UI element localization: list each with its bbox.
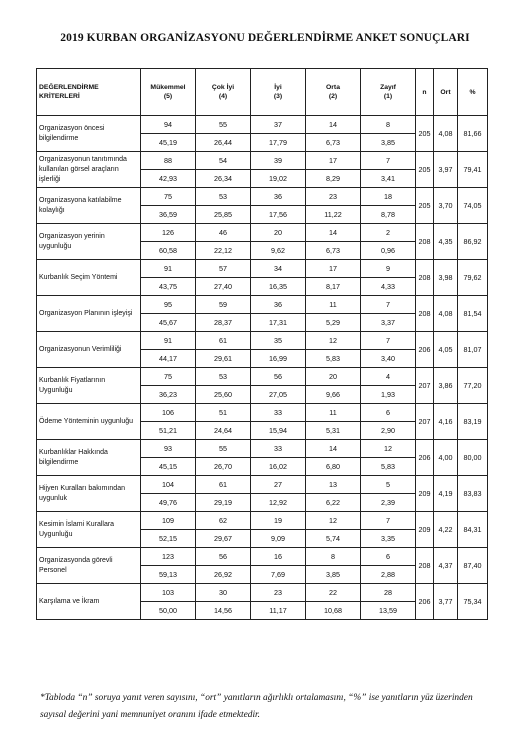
count-cell: 23 xyxy=(306,188,361,206)
footnote: *Tabloda “n” soruya yanıt veren sayısını, “ort” yanıtların ağırlıklı ortalamasını, “%” ise yanıtların yüz üzerinden sayısal değerini yani memnuniyet oranını ifade etmektedir. xyxy=(40,693,473,720)
table-row xyxy=(37,152,488,170)
percent-share-cell: 3,37 xyxy=(361,314,416,332)
percent-share-cell: 15,94 xyxy=(251,422,306,440)
ort-cell: 3,77 xyxy=(434,584,458,620)
percent-cell: 74,05 xyxy=(458,188,488,224)
count-cell: 12 xyxy=(306,512,361,530)
percent-share-cell: 3,85 xyxy=(306,566,361,584)
count-cell: 7 xyxy=(361,152,416,170)
percent-share-cell: 5,31 xyxy=(306,422,361,440)
n-cell: 209 xyxy=(416,512,434,548)
percent-share-cell: 16,35 xyxy=(251,278,306,296)
percent-cell: 84,31 xyxy=(458,512,488,548)
percent-cell: 79,62 xyxy=(458,260,488,296)
percent-share-cell: 13,59 xyxy=(361,602,416,620)
ort-cell: 3,70 xyxy=(434,188,458,224)
level-score: (5) xyxy=(163,93,173,100)
percent-share-cell: 8,29 xyxy=(306,170,361,188)
ort-cell: 3,86 xyxy=(434,368,458,404)
count-cell: 126 xyxy=(141,224,196,242)
level-header-very-good xyxy=(196,69,251,116)
ort-cell: 4,37 xyxy=(434,548,458,584)
ort-cell: 4,00 xyxy=(434,440,458,476)
level-header-average xyxy=(306,69,361,116)
count-cell: 17 xyxy=(306,152,361,170)
percent-share-cell: 36,59 xyxy=(141,206,196,224)
percent-share-cell: 6,73 xyxy=(306,242,361,260)
percent-share-cell: 3,40 xyxy=(361,350,416,368)
percent-share-cell: 27,40 xyxy=(196,278,251,296)
percent-share-cell: 25,60 xyxy=(196,386,251,404)
percent-share-cell: 19,02 xyxy=(251,170,306,188)
n-header: n xyxy=(416,69,434,116)
table-header-row xyxy=(37,69,488,116)
percent-share-cell: 17,56 xyxy=(251,206,306,224)
percent-share-cell: 26,70 xyxy=(196,458,251,476)
criterion-cell: Kurbanlık Fiyatlarının Uygunluğu xyxy=(37,368,141,404)
ort-cell: 4,08 xyxy=(434,116,458,152)
n-cell: 206 xyxy=(416,440,434,476)
count-cell: 103 xyxy=(141,584,196,602)
n-cell: 207 xyxy=(416,368,434,404)
ort-cell: 4,19 xyxy=(434,476,458,512)
count-cell: 22 xyxy=(306,584,361,602)
criteria-header-line1: DEĞERLENDİRME xyxy=(39,84,99,91)
level-label: Mükemmel xyxy=(150,84,186,91)
n-cell: 209 xyxy=(416,476,434,512)
criterion-cell: Organizasyona katılabilme kolaylığı xyxy=(37,188,141,224)
count-cell: 109 xyxy=(141,512,196,530)
percent-share-cell: 9,66 xyxy=(306,386,361,404)
count-cell: 7 xyxy=(361,332,416,350)
percent-share-cell: 9,62 xyxy=(251,242,306,260)
percent-share-cell: 49,76 xyxy=(141,494,196,512)
percent-cell: 81,54 xyxy=(458,296,488,332)
count-cell: 14 xyxy=(306,440,361,458)
percent-share-cell: 42,93 xyxy=(141,170,196,188)
count-cell: 17 xyxy=(306,260,361,278)
criterion-cell: Karşılama ve İkram xyxy=(37,584,141,620)
percent-share-cell: 2,90 xyxy=(361,422,416,440)
percent-share-cell: 10,68 xyxy=(306,602,361,620)
count-cell: 106 xyxy=(141,404,196,422)
n-cell: 208 xyxy=(416,296,434,332)
level-header-good xyxy=(251,69,306,116)
count-cell: 91 xyxy=(141,332,196,350)
percent-cell: 75,34 xyxy=(458,584,488,620)
count-cell: 56 xyxy=(251,368,306,386)
count-cell: 53 xyxy=(196,188,251,206)
count-cell: 16 xyxy=(251,548,306,566)
survey-results-table xyxy=(36,68,488,620)
percent-share-cell: 16,02 xyxy=(251,458,306,476)
ort-cell: 4,22 xyxy=(434,512,458,548)
count-cell: 93 xyxy=(141,440,196,458)
percent-share-cell: 17,31 xyxy=(251,314,306,332)
criteria-header xyxy=(37,69,141,116)
count-cell: 57 xyxy=(196,260,251,278)
percent-share-cell: 29,19 xyxy=(196,494,251,512)
ort-cell: 4,16 xyxy=(434,404,458,440)
count-cell: 6 xyxy=(361,404,416,422)
percent-share-cell: 2,88 xyxy=(361,566,416,584)
percent-share-cell: 5,83 xyxy=(306,350,361,368)
table-row xyxy=(37,440,488,458)
ort-cell: 4,35 xyxy=(434,224,458,260)
count-cell: 56 xyxy=(196,548,251,566)
count-cell: 20 xyxy=(306,368,361,386)
count-cell: 8 xyxy=(306,548,361,566)
n-cell: 208 xyxy=(416,224,434,260)
count-cell: 19 xyxy=(251,512,306,530)
count-cell: 12 xyxy=(306,332,361,350)
ort-header: Ort xyxy=(434,69,458,116)
n-cell: 205 xyxy=(416,152,434,188)
count-cell: 23 xyxy=(251,584,306,602)
count-cell: 46 xyxy=(196,224,251,242)
ort-cell: 3,98 xyxy=(434,260,458,296)
criteria-header-line2: KRİTERLERİ xyxy=(39,93,80,100)
percent-share-cell: 29,61 xyxy=(196,350,251,368)
ort-cell: 4,08 xyxy=(434,296,458,332)
percent-header: % xyxy=(458,69,488,116)
level-score: (4) xyxy=(218,93,228,100)
count-cell: 54 xyxy=(196,152,251,170)
count-cell: 14 xyxy=(306,224,361,242)
table-row xyxy=(37,332,488,350)
percent-cell: 81,66 xyxy=(458,116,488,152)
count-cell: 88 xyxy=(141,152,196,170)
count-cell: 91 xyxy=(141,260,196,278)
percent-share-cell: 25,85 xyxy=(196,206,251,224)
count-cell: 18 xyxy=(361,188,416,206)
count-cell: 4 xyxy=(361,368,416,386)
criterion-cell: Ödeme Yönteminin uygunluğu xyxy=(37,404,141,440)
table-row xyxy=(37,188,488,206)
table-row xyxy=(37,512,488,530)
count-cell: 37 xyxy=(251,116,306,134)
count-cell: 5 xyxy=(361,476,416,494)
count-cell: 2 xyxy=(361,224,416,242)
count-cell: 123 xyxy=(141,548,196,566)
percent-share-cell: 29,67 xyxy=(196,530,251,548)
count-cell: 59 xyxy=(196,296,251,314)
level-header-weak xyxy=(361,69,416,116)
level-score: (1) xyxy=(383,93,393,100)
percent-share-cell: 51,21 xyxy=(141,422,196,440)
ort-cell: 4,05 xyxy=(434,332,458,368)
level-label: Orta xyxy=(326,84,340,91)
table-row xyxy=(37,404,488,422)
count-cell: 28 xyxy=(361,584,416,602)
count-cell: 95 xyxy=(141,296,196,314)
level-score: (2) xyxy=(328,93,338,100)
count-cell: 7 xyxy=(361,296,416,314)
count-cell: 11 xyxy=(306,404,361,422)
count-cell: 35 xyxy=(251,332,306,350)
count-cell: 53 xyxy=(196,368,251,386)
percent-share-cell: 44,17 xyxy=(141,350,196,368)
percent-share-cell: 43,75 xyxy=(141,278,196,296)
percent-share-cell: 5,83 xyxy=(361,458,416,476)
percent-share-cell: 27,05 xyxy=(251,386,306,404)
criterion-cell: Kesimin İslami Kurallara Uygunluğu xyxy=(37,512,141,548)
count-cell: 94 xyxy=(141,116,196,134)
count-cell: 104 xyxy=(141,476,196,494)
percent-share-cell: 14,56 xyxy=(196,602,251,620)
criterion-cell: Kurbanlıklar Hakkında bilgilendirme xyxy=(37,440,141,476)
percent-share-cell: 45,67 xyxy=(141,314,196,332)
table-row xyxy=(37,476,488,494)
percent-cell: 81,07 xyxy=(458,332,488,368)
criterion-cell: Organizasyonda görevli Personel xyxy=(37,548,141,584)
percent-cell: 87,40 xyxy=(458,548,488,584)
table-row xyxy=(37,368,488,386)
count-cell: 55 xyxy=(196,440,251,458)
count-cell: 11 xyxy=(306,296,361,314)
count-cell: 61 xyxy=(196,476,251,494)
percent-share-cell: 17,79 xyxy=(251,134,306,152)
table-row xyxy=(37,224,488,242)
level-label: İyi xyxy=(274,84,282,91)
percent-share-cell: 52,15 xyxy=(141,530,196,548)
percent-share-cell: 26,92 xyxy=(196,566,251,584)
percent-share-cell: 59,13 xyxy=(141,566,196,584)
criterion-cell: Hijyen Kuralları bakımından uygunluk xyxy=(37,476,141,512)
percent-share-cell: 4,33 xyxy=(361,278,416,296)
count-cell: 30 xyxy=(196,584,251,602)
count-cell: 36 xyxy=(251,188,306,206)
percent-share-cell: 26,34 xyxy=(196,170,251,188)
percent-cell: 86,92 xyxy=(458,224,488,260)
criterion-cell: Organizasyon öncesi bilgilendirme xyxy=(37,116,141,152)
percent-cell: 77,20 xyxy=(458,368,488,404)
ort-cell: 3,97 xyxy=(434,152,458,188)
percent-cell: 79,41 xyxy=(458,152,488,188)
count-cell: 13 xyxy=(306,476,361,494)
percent-share-cell: 28,37 xyxy=(196,314,251,332)
page-title: 2019 KURBAN ORGANİZASYONU DEĞERLENDİRME ANKET SONUÇLARI xyxy=(60,32,470,44)
count-cell: 36 xyxy=(251,296,306,314)
percent-share-cell: 9,09 xyxy=(251,530,306,548)
criterion-cell: Organizasyon yerinin uygunluğu xyxy=(37,224,141,260)
percent-share-cell: 24,64 xyxy=(196,422,251,440)
percent-share-cell: 8,17 xyxy=(306,278,361,296)
count-cell: 34 xyxy=(251,260,306,278)
count-cell: 61 xyxy=(196,332,251,350)
table-row xyxy=(37,116,488,134)
percent-share-cell: 0,96 xyxy=(361,242,416,260)
table-row xyxy=(37,260,488,278)
count-cell: 62 xyxy=(196,512,251,530)
percent-share-cell: 3,35 xyxy=(361,530,416,548)
percent-share-cell: 1,93 xyxy=(361,386,416,404)
percent-share-cell: 11,22 xyxy=(306,206,361,224)
percent-share-cell: 6,80 xyxy=(306,458,361,476)
percent-share-cell: 3,41 xyxy=(361,170,416,188)
n-cell: 206 xyxy=(416,584,434,620)
table-row xyxy=(37,584,488,602)
table-row xyxy=(37,548,488,566)
n-cell: 205 xyxy=(416,116,434,152)
count-cell: 6 xyxy=(361,548,416,566)
percent-share-cell: 8,78 xyxy=(361,206,416,224)
n-cell: 207 xyxy=(416,404,434,440)
count-cell: 7 xyxy=(361,512,416,530)
criterion-cell: Organizasyon Planının işleyişi xyxy=(37,296,141,332)
percent-share-cell: 6,73 xyxy=(306,134,361,152)
count-cell: 75 xyxy=(141,368,196,386)
percent-share-cell: 45,19 xyxy=(141,134,196,152)
count-cell: 75 xyxy=(141,188,196,206)
percent-share-cell: 3,85 xyxy=(361,134,416,152)
n-cell: 206 xyxy=(416,332,434,368)
percent-share-cell: 7,69 xyxy=(251,566,306,584)
count-cell: 33 xyxy=(251,440,306,458)
percent-cell: 83,19 xyxy=(458,404,488,440)
n-cell: 208 xyxy=(416,260,434,296)
percent-share-cell: 45,15 xyxy=(141,458,196,476)
count-cell: 27 xyxy=(251,476,306,494)
count-cell: 9 xyxy=(361,260,416,278)
count-cell: 14 xyxy=(306,116,361,134)
criterion-cell: Organizasyonun Verimliliği xyxy=(37,332,141,368)
n-cell: 208 xyxy=(416,548,434,584)
percent-share-cell: 16,99 xyxy=(251,350,306,368)
percent-share-cell: 5,74 xyxy=(306,530,361,548)
n-cell: 205 xyxy=(416,188,434,224)
percent-share-cell: 50,00 xyxy=(141,602,196,620)
count-cell: 55 xyxy=(196,116,251,134)
level-label: Zayıf xyxy=(380,84,396,91)
percent-cell: 80,00 xyxy=(458,440,488,476)
percent-share-cell: 5,29 xyxy=(306,314,361,332)
count-cell: 39 xyxy=(251,152,306,170)
level-label: Çok İyi xyxy=(211,84,235,91)
percent-share-cell: 36,23 xyxy=(141,386,196,404)
level-score: (3) xyxy=(273,93,283,100)
percent-share-cell: 60,58 xyxy=(141,242,196,260)
percent-share-cell: 12,92 xyxy=(251,494,306,512)
percent-share-cell: 22,12 xyxy=(196,242,251,260)
percent-share-cell: 26,44 xyxy=(196,134,251,152)
table-row xyxy=(37,296,488,314)
percent-share-cell: 11,17 xyxy=(251,602,306,620)
count-cell: 20 xyxy=(251,224,306,242)
level-header-excellent xyxy=(141,69,196,116)
count-cell: 8 xyxy=(361,116,416,134)
percent-cell: 83,83 xyxy=(458,476,488,512)
criterion-cell: Kurbanlık Seçim Yöntemi xyxy=(37,260,141,296)
count-cell: 12 xyxy=(361,440,416,458)
count-cell: 33 xyxy=(251,404,306,422)
criterion-cell: Organizasyonun tanıtımında kullanılan görsel araçların işlerliği xyxy=(37,152,141,188)
percent-share-cell: 6,22 xyxy=(306,494,361,512)
count-cell: 51 xyxy=(196,404,251,422)
percent-share-cell: 2,39 xyxy=(361,494,416,512)
